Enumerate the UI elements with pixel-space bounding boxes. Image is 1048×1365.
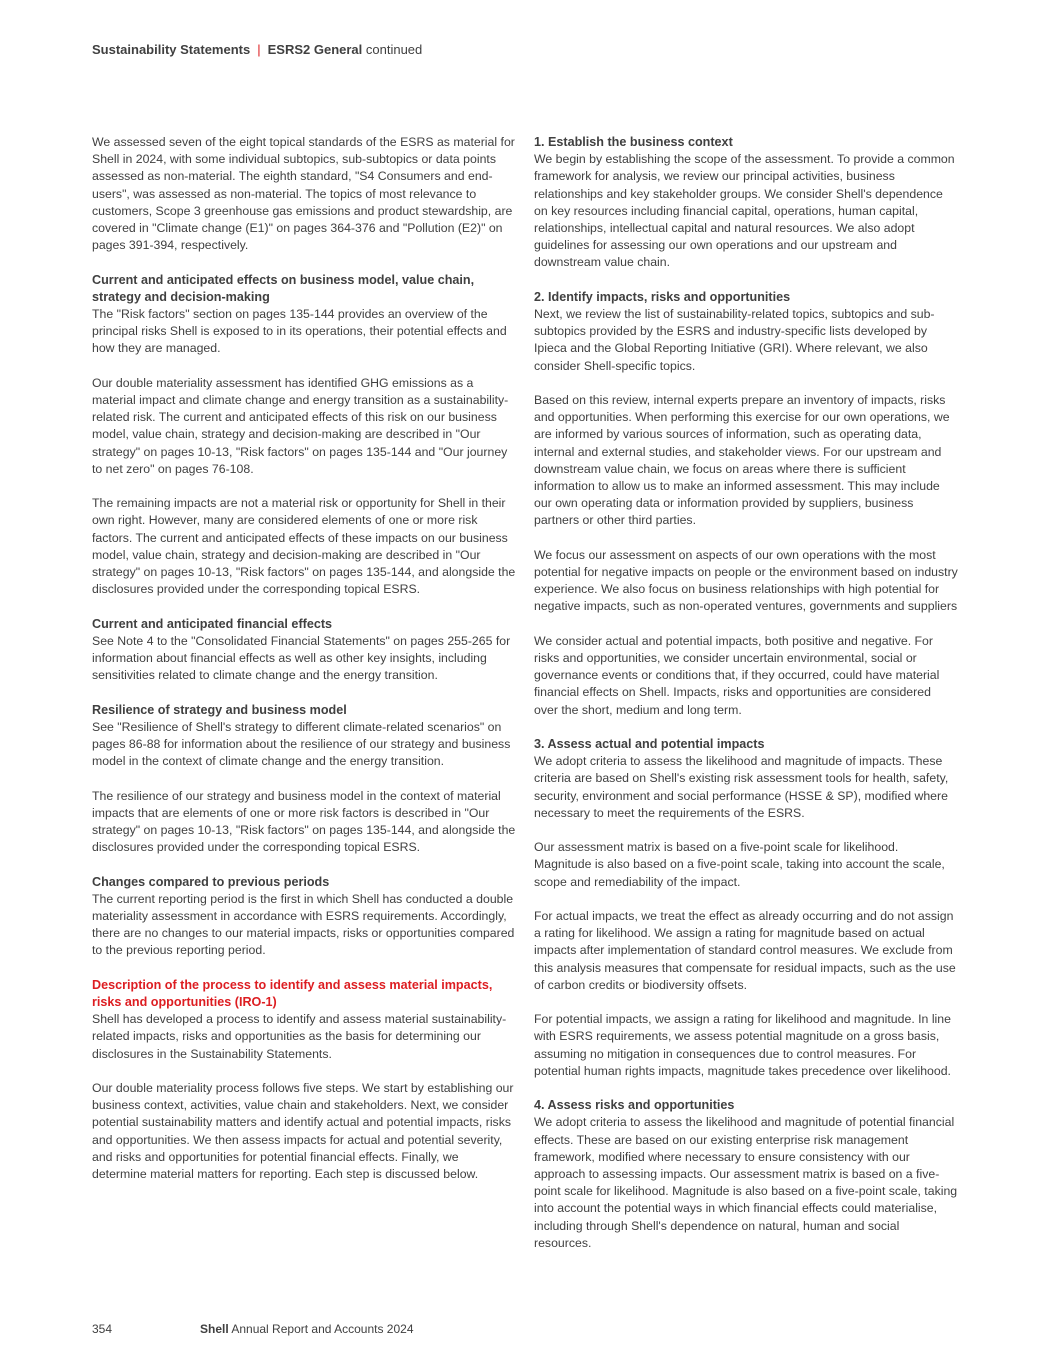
- report-title: Annual Report and Accounts 2024: [231, 1322, 414, 1336]
- paragraph: We consider actual and potential impacts, both positive and negative. For risks and opportunities, we consider uncertain environmental, social or governance events or conditions that, if they occurred, could have material financial effects on Shell. Impacts, risks and opportunities are considered over the short, medium and long term.: [534, 633, 940, 717]
- heading-financial-effects: Current and anticipated financial effects: [92, 616, 333, 631]
- header-continued: continued: [365, 42, 423, 57]
- paragraph: We adopt criteria to assess the likelihood and magnitude of potential financial effects. These are based on our existing enterprise risk management framework, modified where necessary to ensure consistency with our approach to assessing impacts. Our assessment matrix is based on a five-point scale for likelihood. Magnitude is also based on a five-point scale, taking into account the potential ways in which financial effects could materialise, including through Shell's dependence on natural, human and social resources.: [534, 1115, 958, 1250]
- paragraph: Based on this review, internal experts prepare an inventory of impacts, risks and opportunities. When performing this exercise for our own operations, we are informed by various sources of information, such as operating data, internal and external studies, and stakeholder views. For our upstream and downstream value chain, we focus on areas where there is sufficient information to allow us to make an informed assessment. This may include our own operating data or information provided by suppliers, business partners or other third parties.: [534, 393, 950, 528]
- header-separator: |: [257, 42, 261, 57]
- brand-name: Shell: [200, 1322, 229, 1336]
- heading-step-1: 1. Establish the business context: [534, 135, 733, 149]
- paragraph: We begin by establishing the scope of the assessment. To provide a common framework for analysis, we review our principal activities, business relationships and key stakeholder groups. We consider Shell's dependence on key resources including financial capital, operations, human capital, relationships, intellectual capital and natural resources. We also adopt guidelines for assessing our own operations and our upstream and downstream value chain.: [534, 152, 955, 270]
- paragraph: See "Resilience of Shell's strategy to different climate-related scenarios" on pages 86-88 for information about the resilience of our strategy and business model in the context of climate change and the energy transition.: [92, 719, 511, 769]
- paragraph: We adopt criteria to assess the likelihood and magnitude of impacts. These criteria are based on Shell's existing risk assessment tools for health, safety, security, environment and social performance (HSSE & SP), modified where necessary to meet the requirements of the ESRS.: [534, 754, 949, 820]
- paragraph: See Note 4 to the "Consolidated Financial Statements" on pages 255-265 for information about financial effects as well as other key insights, including sensitivities related to climate change and the energy transition.: [92, 633, 511, 683]
- left-column: [92, 134, 516, 1200]
- heading-step-2: 2. Identify impacts, risks and opportunities: [534, 289, 791, 304]
- paragraph: Our assessment matrix is based on a five-point scale for likelihood. Magnitude is also based on a five-point scale, taking into account the scale, scope and remediability of the impact.: [534, 840, 945, 889]
- paragraph: Next, we review the list of sustainability-related topics, subtopics and sub-subtopics provided by the ESRS and industry-specific lists developed by Ipieca and the Global Reporting Initiative (GRI). Where relevant, we also consider Shell-specific topics.: [534, 307, 935, 373]
- paragraph: Our double materiality process follows five steps. We start by establishing our business context, activities, value chain and stakeholders. Next, we consider potential sustainability matters and identify actual and potential impacts, risks and opportunities. We then assess impacts for actual and potential severity, and risks and opportunities for potential financial effects. Finally, we determine material matters for reporting. Each step is discussed below.: [92, 1081, 514, 1182]
- paragraph: Shell has developed a process to identify and assess material sustainability-related impacts, risks and opportunities as the basis for determining our disclosures in the Sustainability Statements.: [92, 1012, 507, 1061]
- heading-changes: Changes compared to previous periods: [92, 874, 330, 889]
- right-column: [534, 134, 958, 1269]
- heading-effects: Current and anticipated effects on business model, value chain, strategy and decision-making: [92, 272, 475, 304]
- paragraph: Our double materiality assessment has identified GHG emissions as a material impact and climate change and energy transition as a sustainability-related risk. The current and anticipated effects of this risk on our business model, value chain, strategy and decision-making are described in "Our strategy" on pages 10-13, "Risk factors" on pages 135-144 and "Our journey to net zero" on pages 76-108.: [92, 375, 509, 476]
- heading-iro-1: Description of the process to identify and assess material impacts, risks and opportunities (IRO-1): [92, 977, 493, 1010]
- paragraph: The current reporting period is the first in which Shell has conducted a double materiality assessment in accordance with ESRS requirements. Accordingly, there are no changes to our material impacts, risks or opportunities compared to the previous reporting period.: [92, 891, 515, 958]
- heading-step-3: 3. Assess actual and potential impacts: [534, 737, 765, 752]
- paragraph: The "Risk factors" section on pages 135-144 provides an overview of the principal risks Shell is exposed to in its operations, their potential effects and how they are managed.: [92, 307, 507, 356]
- intro-paragraph: We assessed seven of the eight topical standards of the ESRS as material for Shell in 2024, with some individual subtopics, sub-subtopics or data points assessed as non-material. The eighth standard, "S4 Consumers and end-users", was assessed as non-material. The topics of most relevance to customers, Scope 3 greenhouse gas emissions and product stewardship, are covered in "Climate change (E1)" on pages 364-376 and "Pollution (E2)" on pages 391-394, respectively.: [92, 135, 515, 253]
- header-title: ESRS2 General: [267, 42, 363, 57]
- paragraph: For potential impacts, we assign a rating for likelihood and magnitude. In line with ESRS requirements, we assess potential magnitude on a gross basis, assuming no mitigation in consequences due to control measures. For potential human rights impacts, magnitude takes precedence over likelihood.: [534, 1012, 951, 1078]
- page-footer: [92, 1322, 414, 1336]
- heading-resilience: Resilience of strategy and business model: [92, 702, 347, 717]
- paragraph: We focus our assessment on aspects of our own operations with the most potential for negative impacts on people or the environment based on industry experience. We also focus on business relationships with high potential for negative impacts, such as non-operated ventures, governments and suppliers: [534, 547, 958, 614]
- page-number: 354: [92, 1322, 113, 1336]
- paragraph: For actual impacts, we treat the effect as already occurring and do not assign a rating for likelihood. We assign a rating for magnitude based on actual impacts after implementation of standard control measures. We exclude from this analysis measures that compensate for residual impacts, such as the use of carbon credits or biodiversity offsets.: [534, 909, 956, 992]
- section-title: Sustainability Statements: [92, 42, 251, 57]
- page-header: [92, 42, 422, 57]
- paragraph: The resilience of our strategy and business model in the context of material impacts that are elements of one or more risk factors is described in "Our strategy" on pages 10-13, "Risk factors" on pages 135-144, and alongside the disclosures provided under the corresponding topical ESRS.: [92, 788, 516, 855]
- heading-step-4: 4. Assess risks and opportunities: [534, 1098, 735, 1113]
- paragraph: The remaining impacts are not a material risk or opportunity for Shell in their own right. However, many are considered elements of one or more risk factors. The current and anticipated effects of these impacts on our business model, value chain, strategy and decision-making are described in "Our strategy" on pages 10-13, "Risk factors" on pages 135-144, and alongside the disclosures provided under the corresponding topical ESRS.: [92, 496, 516, 597]
